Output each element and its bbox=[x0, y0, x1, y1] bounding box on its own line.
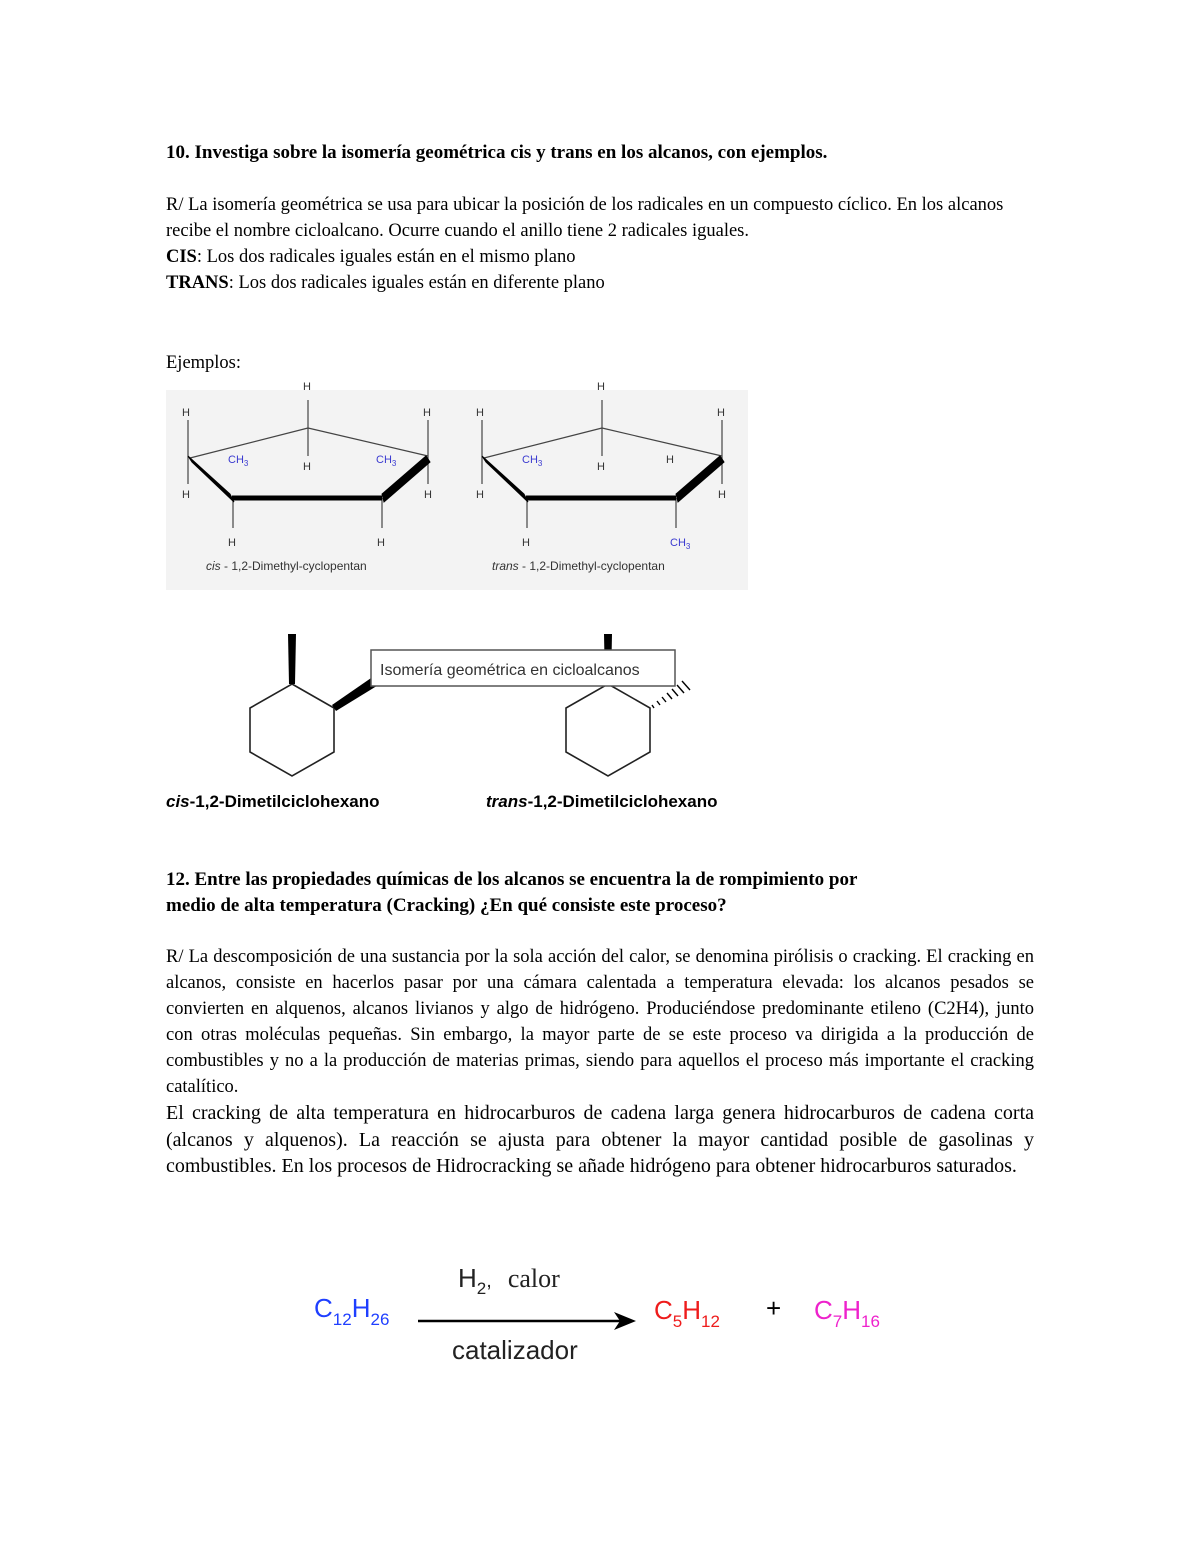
trans-cyclohexane-caption: trans-1,2-Dimetilciclohexano bbox=[486, 792, 718, 811]
cyclopentane-figure bbox=[166, 378, 748, 590]
answer-10-text: R/ La isomería geométrica se usa para ubicar la posición de los radicales en un compuesto cíclico. En los alcanos recibe el nombre cicloalcano. Ocurre cuando el anillo tiene 2 radicales iguales. bbox=[166, 195, 1004, 241]
atom-h: H bbox=[303, 381, 311, 393]
atom-h: H bbox=[717, 407, 725, 419]
cis-cyclopentane-caption: cis - 1,2-Dimethyl-cyclopentan bbox=[206, 559, 367, 573]
product1-formula: $C_5H_{12}$ bbox=[654, 1295, 720, 1331]
reactant-formula: $C_{12}H_{26}$ bbox=[314, 1293, 390, 1329]
plus-sign: + bbox=[766, 1293, 782, 1323]
reaction-condition-top: H2, calor bbox=[458, 1263, 560, 1298]
atom-h: H bbox=[522, 537, 530, 549]
cracking-reaction bbox=[300, 1255, 920, 1375]
atom-h: H bbox=[182, 407, 190, 419]
methyl-group-label: $CH_3$ bbox=[376, 454, 397, 468]
trans-cyclopentane-caption: trans - 1,2-Dimethyl-cyclopentan bbox=[492, 559, 665, 573]
wedge-bond bbox=[288, 634, 296, 684]
question-10-title: 10. Investiga sobre la isomería geométrica cis y trans en los alcanos, con ejemplos. bbox=[166, 142, 828, 163]
product2-formula: $C_7H_{16}$ bbox=[814, 1295, 880, 1331]
atom-h: H bbox=[377, 537, 385, 549]
atom-h: H bbox=[666, 454, 674, 466]
cis-cyclohexane-caption: cis-1,2-Dimetilciclohexano bbox=[166, 792, 380, 811]
answer-12-paragraph1: R/ La descomposición de una sustancia por la sola acción del calor, se denomina pirólisis o cracking. El cracking en alcanos, consiste en hacerlos pasar por una cámara calentada a temperatura elevada: los alcanos pesados se convierten en alquenos, alcanos livianos y algo de hidrógeno. Produciéndose predominante etileno (C2H4), junto con otras moléculas pequeñas. Sin embargo, la mayor parte de se este proceso va dirigida a la producción de combustibles y no a la producción de materias primas, siendo para aquellos el proceso más importante el cracking catalítico. bbox=[166, 947, 1034, 1097]
question-12-title-line2: medio de alta temperatura (Cracking) ¿En qué consiste este proceso? bbox=[166, 895, 727, 916]
reaction-condition-bottom: catalizador bbox=[452, 1335, 578, 1365]
cyclohexane-figure bbox=[166, 628, 766, 788]
question-12-title-line1: 12. Entre las propiedades químicas de los alcanos se encuentra la de rompimiento por bbox=[166, 869, 858, 890]
atom-h: H bbox=[597, 461, 605, 473]
cis-definition bbox=[166, 244, 1034, 270]
methyl-group-label: $CH_3$ bbox=[522, 454, 543, 468]
callout-text: Isomería geométrica en cicloalcanos bbox=[380, 662, 640, 679]
atom-h: H bbox=[718, 489, 726, 501]
question-10 bbox=[166, 140, 1034, 166]
atom-h: H bbox=[476, 489, 484, 501]
atom-h: H bbox=[424, 489, 432, 501]
atom-h: H bbox=[476, 407, 484, 419]
trans-label: TRANS bbox=[166, 273, 229, 293]
methyl-group-label: $CH_3$ bbox=[670, 537, 691, 551]
cis-text: : Los dos radicales iguales están en el mismo plano bbox=[196, 247, 576, 267]
question-12 bbox=[166, 867, 1034, 919]
question-10-answer bbox=[166, 192, 1034, 296]
trans-cyclohexane-ring bbox=[566, 684, 650, 776]
answer-12-paragraph2: El cracking de alta temperatura en hidrocarburos de cadena larga genera hidrocarburos de cadena corta (alcanos y alquenos). La reacción se ajusta para obtener la mayor cantidad posible de gasolinas y combustibles. En los procesos de Hidrocracking se añade hidrógeno para obtener hidrocarburos saturados. bbox=[166, 1102, 1034, 1177]
cis-cyclohexane-ring bbox=[250, 684, 334, 776]
atom-h: H bbox=[597, 381, 605, 393]
atom-h: H bbox=[228, 537, 236, 549]
examples-label: Ejemplos: bbox=[166, 353, 242, 373]
atom-h: H bbox=[303, 461, 311, 473]
atom-h: H bbox=[182, 489, 190, 501]
atom-h: H bbox=[423, 407, 431, 419]
trans-text: : Los dos radicales iguales están en diferente plano bbox=[228, 273, 605, 293]
cis-label: CIS bbox=[166, 247, 197, 267]
methyl-group-label: $CH_3$ bbox=[228, 454, 249, 468]
question-12-answer bbox=[166, 944, 1034, 1180]
examples-heading bbox=[166, 350, 1034, 376]
trans-definition bbox=[166, 270, 1034, 296]
